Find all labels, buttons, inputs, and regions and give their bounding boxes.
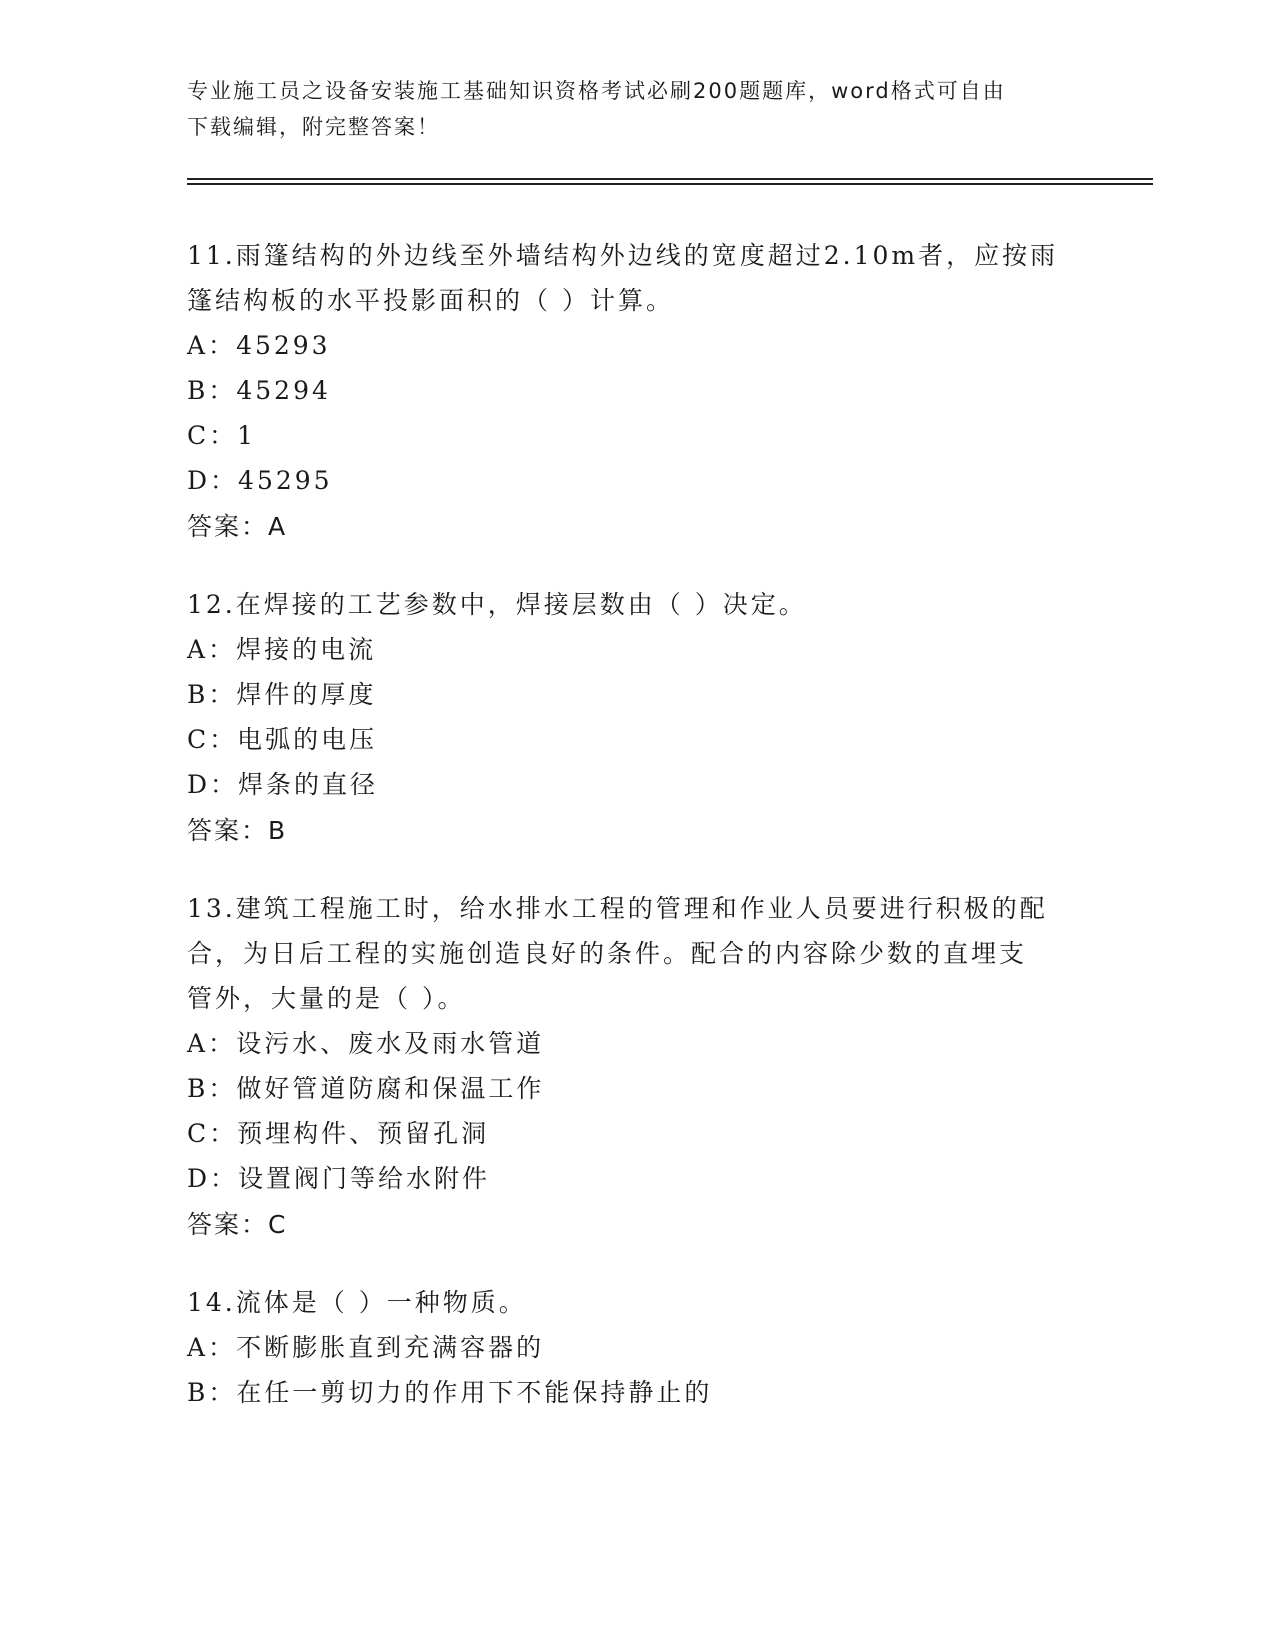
option-b [187,1066,1087,1111]
option-text: 45294 [236,376,331,405]
option-label: A： [187,1029,237,1058]
option-d [187,458,1087,503]
option-label: D： [187,466,239,495]
option-label: A： [187,635,237,664]
option-text: 电弧的电压 [237,725,378,754]
option-label: D： [187,770,239,799]
option-text: 焊条的直径 [238,770,379,799]
option-text: 45295 [238,466,333,495]
option-c [187,413,1087,458]
question-stem-line: 12.在焊接的工艺参数中，焊接层数由（ ）决定。 [187,590,807,619]
option-text: 设污水、废水及雨水管道 [236,1029,545,1058]
option-text: 不断膨胀直到充满容器的 [236,1333,545,1362]
question-list [187,233,1087,1447]
option-c [187,717,1087,762]
header-divider-top [187,178,1153,180]
header-line-1: 专业施工员之设备安装施工基础知识资格考试必刷200题题库，word格式可自由 [187,79,1006,103]
question-stem-line: 篷结构板的水平投影面积的（ ）计算。 [187,286,674,315]
option-text: 预埋构件、预留孔洞 [237,1119,490,1148]
header-divider-bottom [187,183,1153,185]
option-label: C： [187,421,238,450]
option-text: 设置阀门等给水附件 [238,1164,491,1193]
header-line-2: 下载编辑，附完整答案！ [187,115,440,139]
option-text: 做好管道防腐和保温工作 [236,1074,545,1103]
answer-line: 答案：C [187,1210,288,1239]
option-text: 焊接的电流 [236,635,377,664]
question-stem-line: 合，为日后工程的实施创造良好的条件。配合的内容除少数的直埋支 [187,939,1028,968]
option-label: C： [187,725,238,754]
option-d [187,762,1087,807]
option-text: 1 [237,421,257,450]
question-stem-line: 14.流体是（ ）一种物质。 [187,1288,527,1317]
option-a [187,1021,1087,1066]
option-d [187,1156,1087,1201]
option-label: B： [187,680,237,709]
option-text: 45293 [236,331,331,360]
option-label: B： [187,1074,237,1103]
document-header [187,73,1067,145]
option-label: A： [187,1333,237,1362]
option-a [187,323,1087,368]
option-a [187,1325,1087,1370]
option-text: 在任一剪切力的作用下不能保持静止的 [236,1378,713,1407]
option-label: B： [187,1378,237,1407]
question-13 [187,886,1087,1248]
option-label: C： [187,1119,238,1148]
option-b [187,1370,1087,1415]
question-11 [187,233,1087,550]
option-c [187,1111,1087,1156]
answer-line: 答案：A [187,512,288,541]
option-a [187,627,1087,672]
option-label: A： [187,331,237,360]
question-14 [187,1280,1087,1415]
option-b [187,672,1087,717]
question-stem-line: 13.建筑工程施工时，给水排水工程的管理和作业人员要进行积极的配 [187,894,1048,923]
question-12 [187,582,1087,854]
option-label: D： [187,1164,239,1193]
option-label: B： [187,376,237,405]
option-text: 焊件的厚度 [236,680,377,709]
answer-line: 答案：B [187,816,288,845]
question-stem-line: 11.雨篷结构的外边线至外墙结构外边线的宽度超过2.10m者，应按雨 [187,241,1059,270]
question-stem-line: 管外，大量的是（ ）。 [187,984,466,1013]
option-b [187,368,1087,413]
